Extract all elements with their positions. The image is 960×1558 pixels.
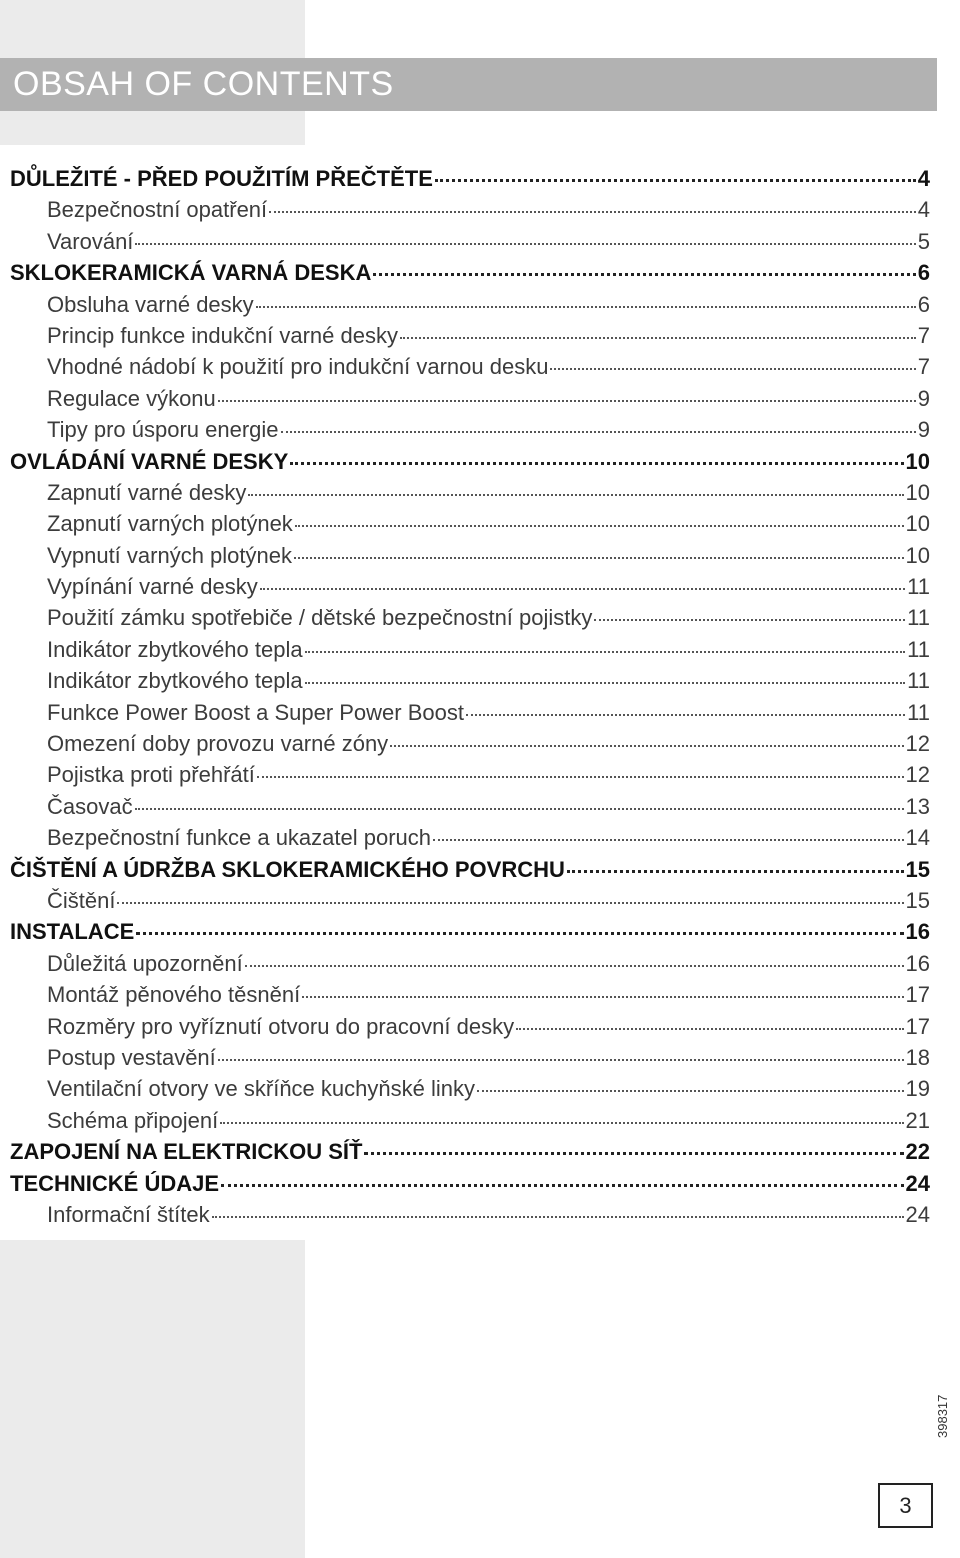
toc-entry-label: SKLOKERAMICKÁ VARNÁ DESKA <box>10 260 372 286</box>
toc-entry-label: Informační štítek <box>47 1201 210 1227</box>
toc-entry-label: Vypnutí varných plotýnek <box>47 542 292 568</box>
dot-leader <box>390 745 903 747</box>
toc-subsection-entry[interactable] <box>10 1199 930 1230</box>
toc-entry-label: Použití zámku spotřebiče / dětské bezpečnostní pojistky <box>47 605 593 631</box>
dot-leader <box>305 651 906 653</box>
page-number-box <box>878 1483 933 1528</box>
toc-entry-label: Vypínání varné desky <box>47 574 258 600</box>
toc-subsection-entry[interactable] <box>10 634 930 665</box>
toc-subsection-entry[interactable] <box>10 665 930 696</box>
toc-subsection-entry[interactable] <box>10 477 930 508</box>
dot-leader <box>220 1122 903 1124</box>
toc-subsection-entry[interactable] <box>10 979 930 1010</box>
dot-leader <box>218 400 916 402</box>
toc-entry-label: ZAPOJENÍ NA ELEKTRICKOU SÍŤ <box>10 1139 363 1165</box>
dot-leader <box>218 1059 904 1061</box>
title-bar <box>0 58 937 111</box>
toc-entry-label: Ventilační otvory ve skříňce kuchyňské linky <box>47 1076 475 1102</box>
toc-subsection-entry[interactable] <box>10 1042 930 1073</box>
dot-leader <box>221 1184 903 1187</box>
toc-entry-label: Indikátor zbytkového tepla <box>47 668 303 694</box>
toc-subsection-entry[interactable] <box>10 289 930 320</box>
toc-entry-label: Postup vestavění <box>47 1044 216 1070</box>
toc-entry-label: Omezení doby provozu varné zóny <box>47 731 389 757</box>
toc-entry-label: Zapnutí varné desky <box>47 479 247 505</box>
toc-entry-page: 10 <box>905 479 930 505</box>
toc-entry-page: 6 <box>917 291 930 317</box>
toc-subsection-entry[interactable] <box>10 351 930 382</box>
toc-entry-page: 11 <box>907 699 930 725</box>
toc-subsection-entry[interactable] <box>10 791 930 822</box>
toc-entry-page: 12 <box>905 731 930 757</box>
toc-entry-label: TECHNICKÉ ÚDAJE <box>10 1170 220 1196</box>
dot-leader <box>433 839 903 841</box>
toc-entry-label: Čištění <box>47 887 116 913</box>
dot-leader <box>260 588 905 590</box>
dot-leader <box>305 682 906 684</box>
dot-leader <box>550 368 915 370</box>
toc-entry-page: 24 <box>905 1201 930 1227</box>
toc-entry-label: Pojistka proti přehřátí <box>47 762 255 788</box>
toc-subsection-entry[interactable] <box>10 697 930 728</box>
toc-entry-label: Regulace výkonu <box>47 385 216 411</box>
toc-entry-page: 19 <box>905 1076 930 1102</box>
toc-section-entry[interactable] <box>10 854 930 885</box>
toc-subsection-entry[interactable] <box>10 383 930 414</box>
page-number: 3 <box>899 1492 912 1518</box>
dot-leader <box>466 714 905 716</box>
page-title: OBSAH OF CONTENTS <box>13 65 394 103</box>
toc-entry-page: 6 <box>917 260 930 286</box>
toc-subsection-entry[interactable] <box>10 414 930 445</box>
toc-entry-page: 11 <box>907 574 930 600</box>
dot-leader <box>117 902 903 904</box>
toc-entry-page: 18 <box>905 1044 930 1070</box>
dot-leader <box>295 525 904 527</box>
toc-section-entry[interactable] <box>10 257 930 288</box>
toc-section-entry[interactable] <box>10 446 930 477</box>
toc-entry-label: Funkce Power Boost a Super Power Boost <box>47 699 464 725</box>
dot-leader <box>257 776 904 778</box>
toc-entry-label: Zapnutí varných plotýnek <box>47 511 293 537</box>
toc-section-entry[interactable] <box>10 916 930 947</box>
toc-entry-page: 9 <box>917 385 930 411</box>
toc-section-entry[interactable] <box>10 1168 930 1199</box>
toc-entry-label: Montáž pěnového těsnění <box>47 982 301 1008</box>
toc-entry-page: 11 <box>907 605 930 631</box>
toc-entry-page: 15 <box>905 856 930 882</box>
toc-entry-page: 16 <box>905 950 930 976</box>
toc-entry-label: INSTALACE <box>10 919 135 945</box>
toc-entry-label: Indikátor zbytkového tepla <box>47 636 303 662</box>
dot-leader <box>212 1216 904 1218</box>
toc-entry-label: Vhodné nádobí k použití pro indukční varnou desku <box>47 354 549 380</box>
toc-entry-page: 12 <box>905 762 930 788</box>
toc-entry-label: DŮLEŽITÉ - PŘED POUŽITÍM PŘEČTĚTE <box>10 166 433 191</box>
dot-leader <box>302 996 903 998</box>
toc-entry-page: 14 <box>905 825 930 851</box>
toc-entry-label: OVLÁDÁNÍ VARNÉ DESKY <box>10 448 289 474</box>
toc-subsection-entry[interactable] <box>10 571 930 602</box>
dot-leader <box>294 557 904 559</box>
toc-subsection-entry[interactable] <box>10 602 930 633</box>
toc-entry-label: Bezpečnostní funkce a ukazatel poruch <box>47 825 432 851</box>
table-of-contents <box>10 163 930 1230</box>
toc-entry-page: 10 <box>905 511 930 537</box>
dot-leader <box>136 932 903 935</box>
toc-entry-page: 4 <box>917 166 930 191</box>
toc-section-entry[interactable] <box>10 1136 930 1167</box>
toc-entry-page: 5 <box>917 228 930 254</box>
toc-entry-label: Schéma připojení <box>47 1107 219 1133</box>
dot-leader <box>400 337 916 339</box>
toc-entry-page: 24 <box>905 1170 930 1196</box>
dot-leader <box>435 179 916 182</box>
toc-entry-label: Rozměry pro vyříznutí otvoru do pracovní desky <box>47 1013 515 1039</box>
toc-entry-page: 11 <box>907 636 930 662</box>
toc-subsection-entry[interactable] <box>10 508 930 539</box>
toc-entry-page: 13 <box>905 793 930 819</box>
toc-entry-page: 9 <box>917 417 930 443</box>
toc-entry-page: 17 <box>905 1013 930 1039</box>
toc-subsection-entry[interactable] <box>10 226 930 257</box>
dot-leader <box>281 431 916 433</box>
toc-entry-label: Princip funkce indukční varné desky <box>47 322 398 348</box>
toc-entry-page: 21 <box>905 1107 930 1133</box>
toc-subsection-entry[interactable] <box>10 194 930 225</box>
toc-subsection-entry[interactable] <box>10 759 930 790</box>
toc-entry-page: 10 <box>905 448 930 474</box>
dot-leader <box>364 1152 903 1155</box>
toc-entry-label: Časovač <box>47 793 133 819</box>
toc-entry-page: 16 <box>905 919 930 945</box>
toc-section-entry[interactable] <box>10 163 930 194</box>
dot-leader <box>477 1090 904 1092</box>
document-code: 398317 <box>935 1394 950 1438</box>
toc-entry-page: 7 <box>917 322 930 348</box>
dot-leader <box>256 306 916 308</box>
toc-subsection-entry[interactable] <box>10 1011 930 1042</box>
dot-leader <box>567 870 904 873</box>
dot-leader <box>516 1028 903 1030</box>
dot-leader <box>248 494 903 496</box>
toc-entry-page: 17 <box>905 982 930 1008</box>
toc-entry-label: Varování <box>47 228 134 254</box>
toc-subsection-entry[interactable] <box>10 728 930 759</box>
dot-leader <box>245 965 904 967</box>
dot-leader <box>290 462 903 465</box>
toc-subsection-entry[interactable] <box>10 320 930 351</box>
toc-entry-page: 7 <box>917 354 930 380</box>
dot-leader <box>135 808 904 810</box>
toc-subsection-entry[interactable] <box>10 540 930 571</box>
toc-entry-page: 11 <box>907 668 930 694</box>
toc-entry-label: Tipy pro úsporu energie <box>47 417 279 443</box>
toc-subsection-entry[interactable] <box>10 822 930 853</box>
dot-leader <box>269 211 916 213</box>
toc-entry-page: 22 <box>905 1139 930 1165</box>
toc-entry-page: 15 <box>905 887 930 913</box>
toc-subsection-entry[interactable] <box>10 1073 930 1104</box>
toc-entry-page: 10 <box>905 542 930 568</box>
dot-leader <box>373 273 915 276</box>
toc-subsection-entry[interactable] <box>10 948 930 979</box>
toc-entry-label: ČIŠTĚNÍ A ÚDRŽBA SKLOKERAMICKÉHO POVRCHU <box>10 856 565 882</box>
toc-entry-page: 4 <box>917 197 930 223</box>
dot-leader <box>135 243 915 245</box>
dot-leader <box>594 619 905 621</box>
toc-subsection-entry[interactable] <box>10 885 930 916</box>
toc-entry-label: Bezpečnostní opatření <box>47 197 268 223</box>
toc-subsection-entry[interactable] <box>10 1105 930 1136</box>
toc-entry-label: Důležitá upozornění <box>47 950 243 976</box>
toc-entry-label: Obsluha varné desky <box>47 291 254 317</box>
